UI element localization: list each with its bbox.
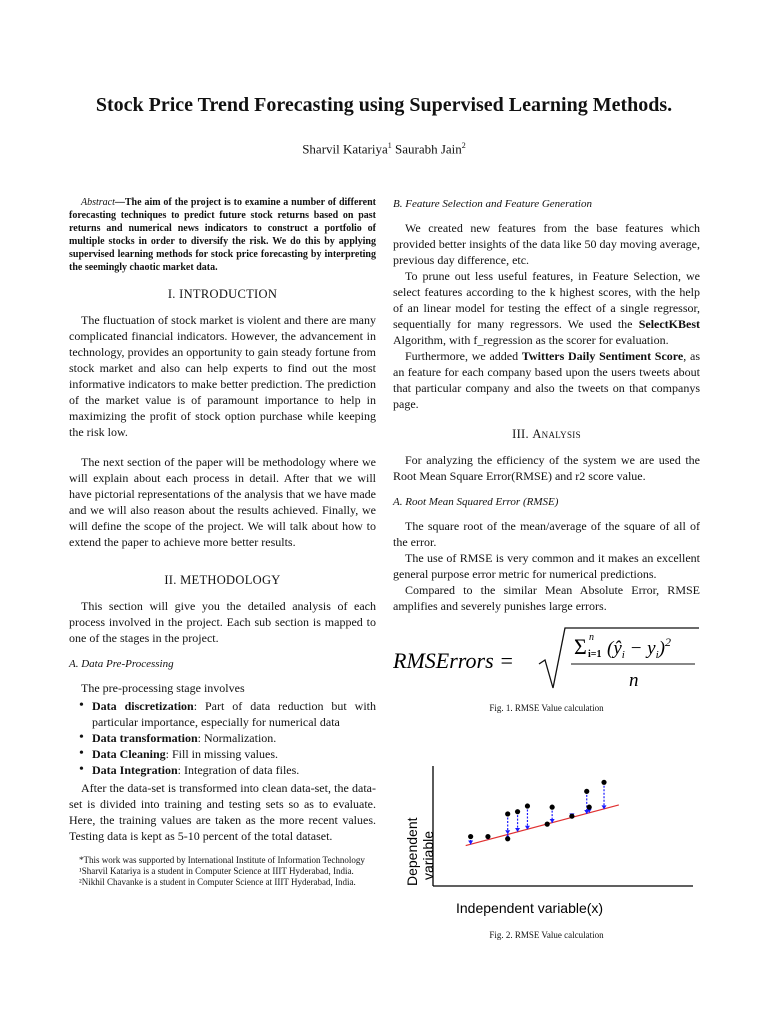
methodology-paragraph: After the data-set is transformed into clean data-set, the data-set is divided into training and testing sets so as to evaluate. Here, the training values are taken as the more recent values. Testing data is kept as 5-10 percent of the total dataset. [69,781,376,843]
list-item: • Data Cleaning: Fill in missing values. [79,746,279,761]
plot-axes [433,766,693,886]
footnotes [69,854,376,888]
feature-paragraph: We created new features from the base features which provided better insights of the data like 50 day moving average, previous day difference, etc. [393,221,700,267]
list-item: • Data Integration: Integration of data files. [79,762,300,777]
subsection-heading-rmse: A. Root Mean Squared Error (RMSE) [393,496,559,508]
formula-power: 2 [664,635,671,649]
data-point [515,809,520,814]
feature-text: Furthermore, we added [405,349,522,363]
paper-title: Stock Price Trend Forecasting using Supervised Learning Methods. [95,94,673,116]
section-title: Analysis [532,427,581,441]
list-item-term: Data discretization [92,699,194,713]
author-affiliation-mark: 1 [387,141,392,150]
section-heading-methodology: II. METHODOLOGY [164,573,281,587]
analysis-paragraph: Compared to the similar Mean Absolute Error, RMSE amplifies and severely punishes large errors. [393,583,700,613]
feature-term: SelectKBest [638,317,700,331]
plot-marks [466,780,619,846]
list-item: • Data transformation: Normalization. [79,730,277,745]
list-item: • Data discretization: Part of data reduction but with particular importance, especially for numerical data [79,698,377,729]
subsection-heading-preprocessing: A. Data Pre-Processing [69,658,174,670]
data-point [468,834,473,839]
data-point [545,822,550,827]
analysis-paragraph: The use of RMSE is very common and it makes an excellent general purpose error metric for numerical predictions. [393,551,700,581]
feature-paragraph [393,348,700,412]
authors [0,141,768,157]
author-affiliation-mark: 2 [461,141,466,150]
formula-minus: − y [624,638,656,659]
sum-lower: i=1 [588,649,602,660]
y-axis-label-line1: Dependent [404,817,420,886]
feature-term: Twitters Daily Sentiment Score [521,349,684,363]
rmse-formula [393,624,700,694]
footnote: ¹Sharvil Katariya is a student in Computer Science at IIIT Hyderabad, India. [79,866,354,876]
abstract-text: The aim of the project is to examine a number of different forecasting techniques to predict future stock returns based on past returns and numerical news indicators to construct a portfolio of multiple stocks in order to diversify the risk. We do this by applying supervised learning methods for stock price forecasting by interpreting the seemingly chaotic market data. [69,197,376,273]
formula-denominator: n [629,670,639,691]
section-heading-analysis [393,426,700,442]
list-item-text: : Fill in missing values. [165,747,279,761]
formula-close: ) [658,638,665,659]
left-column [69,196,376,888]
data-point [584,789,589,794]
fig1-caption: Fig. 1. RMSE Value calculation [489,703,604,713]
formula-sub: i [655,649,659,661]
formula-lhs: RMSErrors = [393,648,514,673]
author-name: Sharvil Katariya [302,141,388,157]
methodology-paragraph: This section will give you the detailed analysis of each process involved in the project. Each sub section is mapped to one of the stages in the project. [69,599,376,645]
data-point [525,803,530,808]
section-heading-introduction: I. INTRODUCTION [167,287,278,301]
y-axis-label-line2: variable [420,830,436,880]
feature-text: , as an feature for each company based upon the users tweets about that particular company and also the tweets on that companys page. [393,349,700,411]
analysis-paragraph: For analyzing the efficiency of the system we are used the Root Mean Square Error(RMSE) and r2 score value. [393,453,700,483]
list-item-text: : Part of data reduction but with particular importance, especially for numerical data [92,699,377,729]
data-point [587,805,592,810]
data-point [601,780,606,785]
formula-sub: i [621,649,625,661]
footnote: ²Nikhil Chavanke is a student in Computer Science at IIIT Hyderabad, India. [79,877,356,887]
subsection-heading-feature-selection: B. Feature Selection and Feature Generation [393,198,592,210]
feature-text: Algorithm, with f_regression as the scorer for evaluation. [393,333,669,347]
analysis-paragraph: The square root of the mean/average of the square of all of the error. [393,519,700,549]
abstract [69,196,376,274]
fig2-caption: Fig. 2. RMSE Value calculation [489,930,604,940]
list-item-term: Data transformation [92,731,198,745]
formula-yhat: (ŷ [607,638,622,659]
formula-svg [393,624,700,694]
sum-sign: Σ [574,634,587,659]
intro-paragraph: The next section of the paper will be methodology where we will explain about each process in detail. After that we will have pictorial representations of the analysis that we have made and we will also reason about the results achieved. Finally, we will define the scope of the project. We will talk about how to extend the paper to achieve more better results. [69,455,376,549]
list-item-text: : Normalization. [197,731,277,745]
feature-text: To prune out less useful features, in Feature Selection, we select features according to the k highest scores, with the help of an linear model for testing the effect of a single regressor, sequentially for many regressors. We used the [393,269,700,331]
data-point [485,834,490,839]
section-number: III. [512,427,533,441]
rmse-scatter-figure [393,736,700,921]
intro-paragraph: The fluctuation of stock market is violent and there are many complicated financial indicators. However, the advancement in technology, provides an opportunity to gain steady fortune from stock market and also can help experts to find out the most informative indicators to make better prediction. The prediction of the market value is of paramount importance to help in maximizing the profit of stock option purchase while keeping the risk low. [69,313,376,439]
data-point [505,811,510,816]
data-point [569,814,574,819]
list-item-text: : Integration of data files. [177,763,300,777]
scatter-plot [393,736,700,921]
data-point [505,836,510,841]
x-axis-label: Independent variable(x) [456,900,604,916]
preprocessing-intro: The pre-processing stage involves [81,681,245,695]
abstract-dash: — [114,197,125,208]
sum-upper: n [589,632,594,643]
author-name: Saurabh Jain [395,141,462,157]
footnote: *This work was supported by International Institute of Information Technology [79,855,365,865]
feature-paragraph [393,268,700,348]
regression-line [466,805,619,846]
data-point [550,805,555,810]
right-column [393,196,700,943]
formula-term [607,635,671,661]
list-item-term: Data Integration [92,763,178,777]
abstract-lead: Abstract [81,197,115,208]
preprocessing-list [69,698,376,778]
list-item-term: Data Cleaning [92,747,166,761]
